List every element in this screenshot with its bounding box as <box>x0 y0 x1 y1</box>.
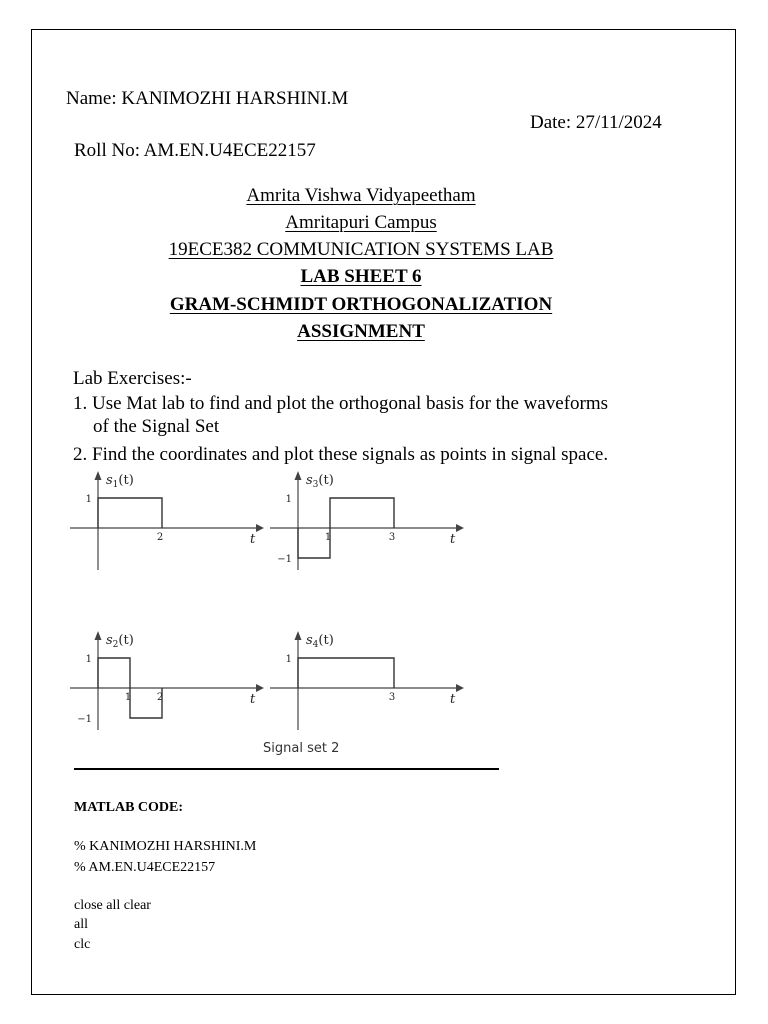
code-line-clc: clc <box>74 937 91 952</box>
value-axis-arrow <box>95 471 102 480</box>
value-axis-arrow <box>95 631 102 640</box>
topic-title: GRAM-SCHMIDT ORTHOGONALIZATION <box>169 294 553 315</box>
time-axis-label: t <box>450 532 456 547</box>
code-line-close-all: close all clear <box>74 898 151 913</box>
value-axis-arrow <box>295 631 302 640</box>
course-title: 19ECE382 COMMUNICATION SYSTEMS LAB <box>168 239 554 260</box>
exercise-1-line-1: 1. Use Mat lab to find and plot the orthogonal basis for the waveforms <box>73 393 609 414</box>
x-tick-label: 1 <box>124 692 132 703</box>
date: Date: 27/11/2024 <box>530 112 662 133</box>
y-tick-label: −1 <box>77 714 92 725</box>
code-comment-roll: % AM.EN.U4ECE22157 <box>74 860 216 875</box>
figure-caption: Signal set 2 <box>263 741 340 756</box>
campus-title: Amritapuri Campus <box>285 212 437 233</box>
value-axis-arrow <box>295 471 302 480</box>
time-axis-label: t <box>250 692 256 707</box>
plot-s3 <box>266 468 476 578</box>
waveform <box>98 498 162 528</box>
roll-number: Roll No: AM.EN.U4ECE22157 <box>74 140 316 161</box>
signal-label: $s_4(t)$ <box>306 633 334 650</box>
x-tick-label: 3 <box>388 692 396 703</box>
time-axis-label: t <box>450 692 456 707</box>
signal-label: $s_3(t)$ <box>306 473 334 490</box>
assignment-title: ASSIGNMENT <box>297 321 425 342</box>
lab-sheet-title: LAB SHEET 6 <box>300 266 422 287</box>
section-divider <box>74 768 499 770</box>
waveform <box>298 658 394 688</box>
x-tick-label: 1 <box>324 532 332 543</box>
y-tick-label: 1 <box>85 654 92 665</box>
time-axis-arrow <box>256 684 264 692</box>
time-axis-arrow <box>256 524 264 532</box>
code-line-all: all <box>74 917 88 932</box>
code-comment-name: % KANIMOZHI HARSHINI.M <box>74 839 257 854</box>
y-tick-label: −1 <box>277 554 292 565</box>
exercises-heading: Lab Exercises:- <box>73 368 192 389</box>
plot-s4 <box>266 628 476 738</box>
time-axis-label: t <box>250 532 256 547</box>
x-tick-label: 2 <box>156 532 164 543</box>
signal-label: $s_2(t)$ <box>106 633 134 650</box>
y-tick-label: 1 <box>85 494 92 505</box>
matlab-code-heading: MATLAB CODE: <box>74 800 184 815</box>
plot-s1 <box>66 468 276 578</box>
institution-title: Amrita Vishwa Vidyapeetham <box>246 185 476 206</box>
student-name: Name: KANIMOZHI HARSHINI.M <box>66 88 349 109</box>
exercise-1-line-2: of the Signal Set <box>93 416 220 437</box>
signal-label: $s_1(t)$ <box>106 473 134 490</box>
x-tick-label: 2 <box>156 692 164 703</box>
time-axis-arrow <box>456 684 464 692</box>
y-tick-label: 1 <box>285 654 292 665</box>
y-tick-label: 1 <box>285 494 292 505</box>
x-tick-label: 3 <box>388 532 396 543</box>
exercise-2: 2. Find the coordinates and plot these signals as points in signal space. <box>73 444 609 465</box>
time-axis-arrow <box>456 524 464 532</box>
plot-s2 <box>66 628 276 738</box>
